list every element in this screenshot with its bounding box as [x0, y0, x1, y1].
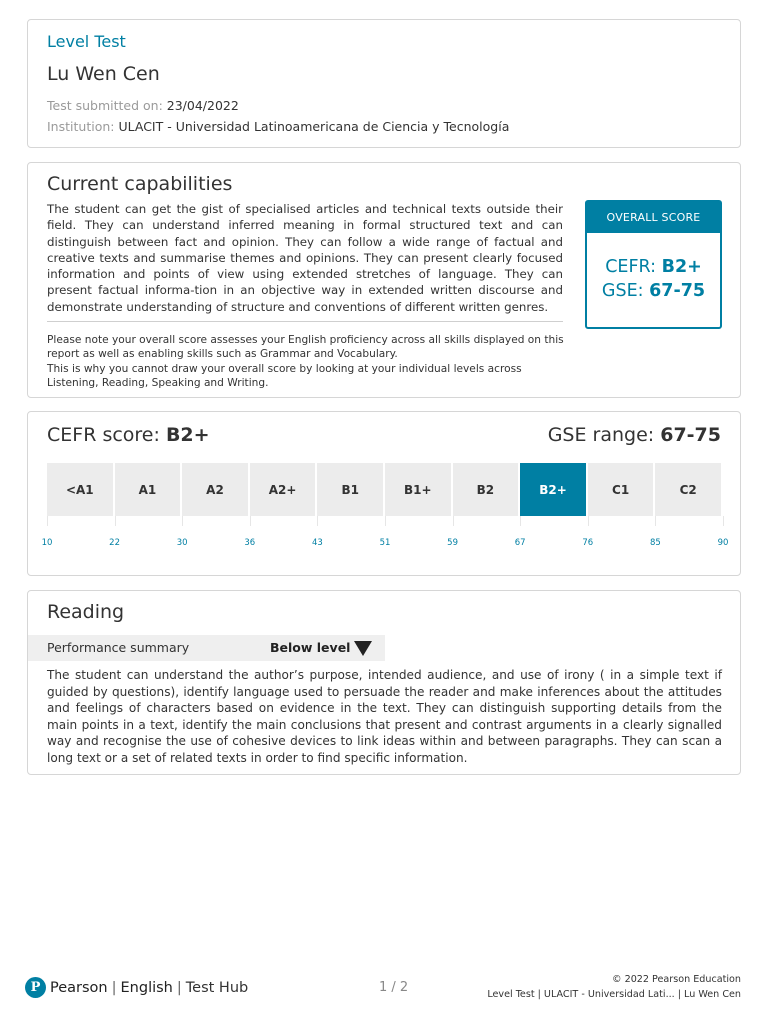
- test-title: Level Test: [47, 32, 126, 51]
- cefr-band-a2: A2: [182, 463, 248, 516]
- scale-tick-line: [250, 516, 251, 526]
- capabilities-title: Current capabilities: [47, 173, 233, 195]
- cefr-band-b1-plus: B1+: [385, 463, 451, 516]
- copyright: © 2022 Pearson Education: [611, 974, 741, 985]
- submission-date-label: Test submitted on:: [47, 98, 163, 113]
- overall-score-label: OVERALL SCORE: [587, 202, 720, 233]
- cefr-score: [47, 424, 210, 446]
- document-info: Level Test | ULACIT - Universidad Lati... | Lu Wen Cen: [487, 988, 741, 1000]
- reading-card: [27, 590, 741, 775]
- scale-tick-line: [182, 516, 183, 526]
- scale-tick-line: [453, 516, 454, 526]
- scale-tick-label: 43: [311, 538, 323, 548]
- candidate-name: Lu Wen Cen: [47, 63, 160, 85]
- scale-tick-line: [723, 516, 724, 526]
- overall-gse-value: 67-75: [649, 281, 706, 301]
- scale-tick-label: 59: [447, 538, 458, 548]
- brand-name: Pearson: [50, 979, 108, 996]
- scale-tick-line: [115, 516, 116, 526]
- cefr-band-c1: C1: [588, 463, 654, 516]
- scale-tick-label: 22: [109, 538, 120, 548]
- scale-tick-label: 85: [649, 538, 661, 548]
- institution-label: Institution:: [47, 119, 115, 134]
- scale-tick-label: 51: [379, 538, 391, 548]
- overall-cefr-value: B2+: [661, 257, 702, 277]
- overall-gse-label: GSE:: [601, 281, 644, 301]
- performance-summary-label: Performance summary: [47, 640, 190, 655]
- brand-product: English: [120, 979, 173, 996]
- test-header-card: [27, 19, 741, 148]
- cefr-band-a2-plus: A2+: [250, 463, 316, 516]
- scale-tick-line: [588, 516, 589, 526]
- gse-range-label: GSE range:: [547, 424, 655, 446]
- institution: [47, 119, 509, 134]
- gse-range-value: 67-75: [660, 424, 721, 446]
- footer-info: [487, 973, 741, 1002]
- capabilities-description: The student can get the gist of specialised articles and technical texts outside their field. They can understand inferred meaning in formal structured text and can distinguish between fact and opinion. They can follow a wide range of factual and creative texts and summarise themes and opinions. They can present clearly focused information and points of view using extended stretches of language. They can present factual informa-tion in an objective way in extended written discourse and demonstrate understanding of structure and conventions of different written genres.: [47, 202, 563, 314]
- divider: [47, 321, 563, 322]
- scale-tick-line: [385, 516, 386, 526]
- scale-tick-label: 67: [514, 538, 526, 548]
- overall-cefr: [587, 257, 720, 277]
- institution-value: ULACIT - Universidad Latinoamericana de Ciencia y Tecnología: [118, 119, 510, 134]
- overall-gse: [587, 281, 720, 301]
- cefr-band-scale: [47, 463, 721, 516]
- page-number: 1 / 2: [379, 980, 409, 995]
- overall-cefr-label: CEFR:: [605, 257, 657, 277]
- scale-tick-line: [655, 516, 656, 526]
- cefr-scale-card: [27, 411, 741, 576]
- scale-tick-lines: [47, 516, 721, 528]
- cefr-score-label: CEFR score:: [47, 424, 160, 446]
- capabilities-card: [27, 162, 741, 398]
- brand-sub: Test Hub: [185, 979, 249, 996]
- scale-tick-label: 30: [176, 538, 188, 548]
- cefr-band-b1: B1: [317, 463, 383, 516]
- gse-range: [548, 424, 721, 446]
- cefr-band-a1: A1: [115, 463, 181, 516]
- performance-level: Below level: [270, 640, 351, 655]
- overall-score-box: [585, 200, 722, 329]
- scale-tick-label: 90: [717, 538, 729, 548]
- scale-tick-line: [520, 516, 521, 526]
- scale-tick-label: 36: [244, 538, 256, 548]
- score-note: [47, 333, 567, 390]
- performance-summary-row[interactable]: [28, 635, 385, 661]
- down-triangle-icon: [354, 641, 372, 656]
- submission-date: [47, 98, 239, 113]
- scale-tick-label: 10: [41, 538, 53, 548]
- cefr-score-value: B2+: [165, 424, 210, 446]
- cefr-band-below-a1: <A1: [47, 463, 113, 516]
- reading-title: Reading: [47, 601, 125, 623]
- submission-date-value: 23/04/2022: [166, 98, 239, 113]
- score-note-line-2: This is why you cannot draw your overall score by looking at your individual levels across Listening, Reading, Speaking and Writing.: [47, 362, 522, 389]
- brand-text: Pearson | English | Test Hub: [50, 979, 249, 996]
- scale-tick-line: [317, 516, 318, 526]
- pearson-logo: [25, 977, 248, 998]
- reading-description: The student can understand the author’s purpose, intended audience, and use of irony ( in a simple text if guided by questions), identify language used to persuade the reader and make inferences about the attitudes and feelings of characters based on evidence in the text. They can distinguish supporting details from the main points in a text, identify the main conclusions that present and contrast arguments in a clearly signalled way and recognise the use of cohesive devices to link ideas within and between paragraphs. They can scan a long text or a set of related texts in order to find specific information.: [47, 668, 722, 765]
- scale-tick-line: [47, 516, 48, 526]
- score-note-line-1: Please note your overall score assesses your English proficiency across all skills displayed on this report as well as enabling skills such as Grammar and Vocabulary.: [47, 334, 564, 361]
- cefr-band-b2-plus: B2+: [520, 463, 586, 516]
- cefr-band-c2: C2: [655, 463, 721, 516]
- cefr-band-b2: B2: [453, 463, 519, 516]
- scale-tick-label: 76: [582, 538, 594, 548]
- pearson-mark-icon: P: [25, 977, 46, 998]
